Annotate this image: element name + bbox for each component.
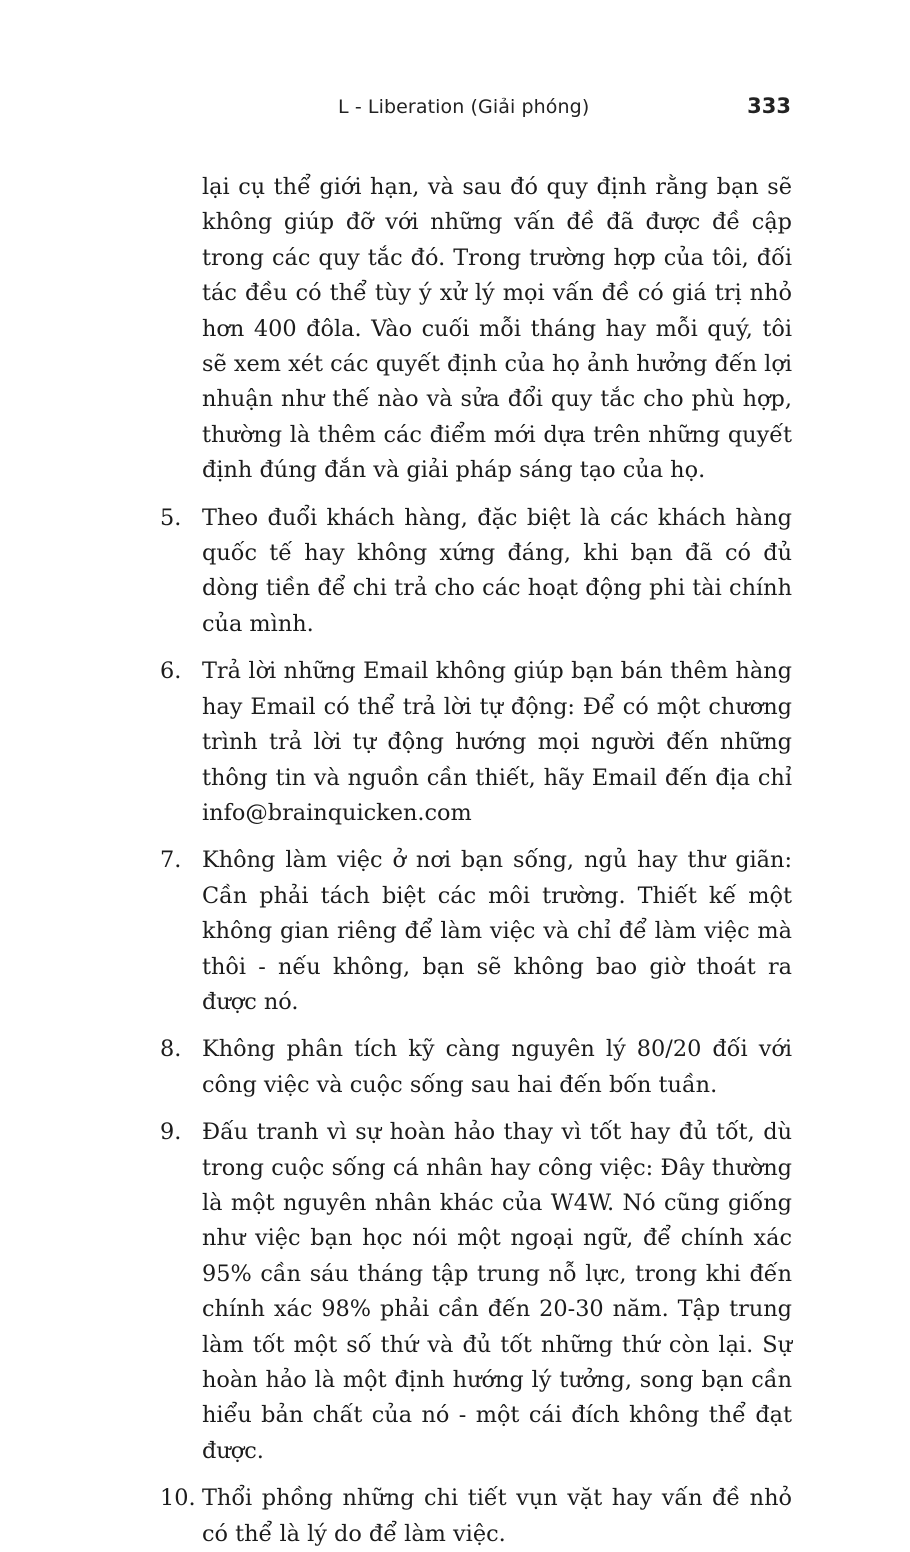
continuation-paragraph: lại cụ thể giới hạn, và sau đó quy định rằng bạn sẽ không giúp đỡ với những vấn đề đã được đề cập trong các quy tắc đó. Trong trường hợp của tôi, đối tác đều có thể tùy ý xử lý mọi vấn đề có giá trị nhỏ hơn 400 đôla. Vào cuối mỗi tháng hay mỗi quý, tôi sẽ xem xét các quyết định của họ ảnh hưởng đến lợi nhuận như thế nào và sửa đổi quy tắc cho phù hợp, thường là thêm các điểm mới dựa trên những quyết định đúng đắn và giải pháp sáng tạo của họ. [202,174,792,484]
list-item [160,843,792,1020]
list-item [160,501,792,643]
list-item-number: 5. [160,504,182,531]
list-item-text: Thổi phồng những chi tiết vụn vặt hay vấn đề nhỏ có thể là lý do để làm việc. [202,1485,792,1547]
list-item-number: 10. [160,1485,196,1512]
running-header [0,96,910,126]
list-item [160,1481,792,1552]
list-item-text: Theo đuổi khách hàng, đặc biệt là các khách hàng quốc tế hay không xứng đáng, khi bạn đã có đủ dòng tiền để chi trả cho các hoạt động phi tài chính của mình. [202,504,792,637]
list-item [160,1032,792,1103]
chapter-title: L - Liberation (Giải phóng) [338,96,590,118]
page-number: 333 [747,94,791,118]
list-item-number: 9. [160,1119,182,1146]
list-item [160,654,792,831]
page-content [160,170,792,1552]
list-item-number: 6. [160,658,182,685]
list-item [160,1115,792,1469]
list-item-text: Không phân tích kỹ càng nguyên lý 80/20 đối với công việc và cuộc sống sau hai đến bốn tuần. [202,1036,792,1098]
list-item-text: Không làm việc ở nơi bạn sống, ngủ hay thư giãn: Cần phải tách biệt các môi trường. Thiết kế một không gian riêng để làm việc và chỉ để làm việc mà thôi - nếu không, bạn sẽ không bao giờ thoát ra được nó. [202,847,792,1015]
numbered-list [160,501,792,1552]
list-item-number: 8. [160,1036,182,1063]
list-item-text: Đấu tranh vì sự hoàn hảo thay vì tốt hay đủ tốt, dù trong cuộc sống cá nhân hay công việc: Đây thường là một nguyên nhân khác của W4W. Nó cũng giống như việc bạn học nói một ngoại ngữ, để chính xác 95% cần sáu tháng tập trung nỗ lực, trong khi đến chính xác 98% phải cần đến 20-30 năm. Tập trung làm tốt một số thứ và đủ tốt những thứ còn lại. Sự hoàn hảo là một định hướng lý tưởng, song bạn cần hiểu bản chất của nó - một cái đích không thể đạt được. [202,1119,792,1464]
list-item-number: 7. [160,847,182,874]
list-item-text: Trả lời những Email không giúp bạn bán thêm hàng hay Email có thể trả lời tự động: Để có một chương trình trả lời tự động hướng mọi người đến những thông tin và nguồn cần thiết, hãy Email đến địa chỉ info@brainquicken.com [202,658,792,826]
